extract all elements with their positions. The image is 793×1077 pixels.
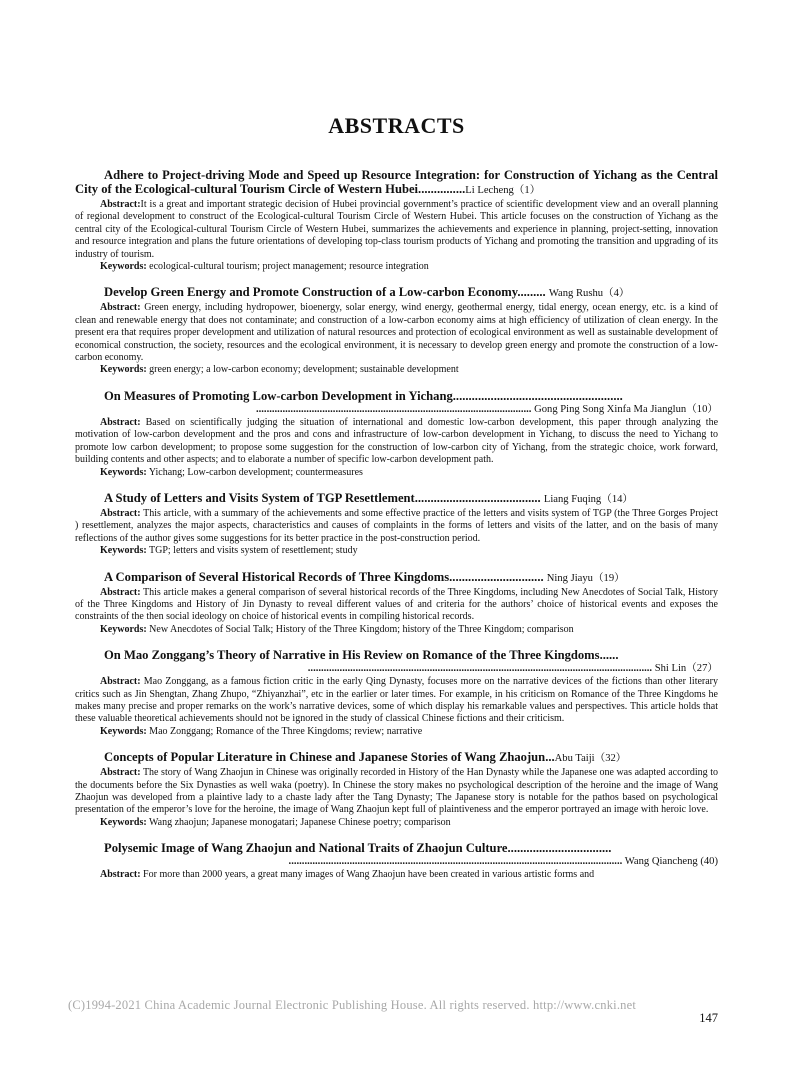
abstract-entry xyxy=(75,285,718,376)
entry-title: Develop Green Energy and Promote Construction of a Low-carbon Economy xyxy=(104,285,518,300)
keywords-line xyxy=(75,726,718,738)
abstract-body: Based on scientifically judging the situation of international and domestic low-carbon development, this paper through analyzing the motivation of low-carbon development and the pros and cons and infrastructure of low-carbon development in Yichang, to discuss the need to Yichang to promote low carbon development; to propose some suggestion for the construction of low-carbon city of Yichang, from the strategic choice, work forward, building contents and other aspects; and to elaborate a number of specific low-carbon development path. xyxy=(75,416,719,466)
abstract-text xyxy=(75,302,718,364)
keywords-label: Keywords: xyxy=(100,364,147,376)
keywords-line xyxy=(75,467,718,479)
entry-title: On Measures of Promoting Low-carbon Development in Yichang xyxy=(104,388,453,403)
leader-dots: ........................................ xyxy=(414,490,541,505)
abstract-label: Abstract: xyxy=(100,676,141,688)
abstract-entry xyxy=(75,750,718,829)
abstract-entry xyxy=(75,389,718,479)
page-number: 147 xyxy=(699,1011,718,1025)
copyright-watermark: (C)1994-2021 China Academic Journal Electronic Publishing House. All rights reserved. http://www.cnki.net xyxy=(68,998,637,1012)
leader-dots: ......... xyxy=(517,285,546,300)
abstract-text xyxy=(75,199,718,261)
keywords-line xyxy=(75,624,718,636)
abstract-body: It is a great and important strategic decision of Hubei provincial government’s practice of scientific development view and an overall planning of regional development to construct of the Ecological-cultural Tourism Circle of Western Hubei. This article focuses on the construction of Yichang as the central city of the Ecological-cultural Tourism Circle of Western Hubei, summarizes the achievements and experience in planning, project-setting, innovation and resource integration and plans the future orientations of developing top-class tourism products of Yichang and promoting the transition and upgrading of its industry of tourism. xyxy=(75,199,718,260)
abstract-body: Mao Zonggang, as a famous fiction critic in the early Qing Dynasty, focuses more on the narrative devices of the fictions than other literary critics such as Jin Shengtan, Zhang Zhupo, “Zhiyanzhai”, etc in the earlier or later times. For example, in his criticism on Romance of the Three Kingdoms he makes many precise and proper remarks on the work’s narrative devices, some of which display his remarkable values and perspectives. This article holds that these valuable theoretical achievements should not be ignored in the study of classical Chinese fictions and their criticism. xyxy=(75,676,719,725)
abstract-body: Green energy, including hydropower, bioenergy, solar energy, wind energy, geothermal energy, tidal energy, ocean energy, etc. is a kind of clean and renewable energy that does not contaminate; and construction of a low-carbon economy aims at high efficiency of utilization of clean energy. In the present era that requires proper development and utilization of natural resources and protection of ecological environment as well as sustainable development of economical construction, the society, resources and the ecological environment, it is necessary to develop green energy and promote the construction of a low-carbon economy. xyxy=(75,302,719,364)
entry-title-line xyxy=(75,648,718,662)
page-title: ABSTRACTS xyxy=(328,113,465,138)
entry-title-line xyxy=(75,285,718,301)
abstract-label: Abstract: xyxy=(100,416,141,428)
keywords-label: Keywords: xyxy=(100,261,147,273)
abstract-label: Abstract: xyxy=(100,767,141,779)
entry-title-line xyxy=(75,491,718,507)
abstract-entry xyxy=(75,570,718,637)
keywords-line xyxy=(75,261,718,273)
abstract-body: The story of Wang Zhaojun in Chinese was originally recorded in History of the Han Dynasty while the Japanese one was adapted according to the documents before the Six Dynasties as well waka (poetry). In Chinese the story makes no psychological description of the heroine and the image of Wang Zhaojun was developed from a plaintive lady to a chaste lady after the Tang Dynasty; The Japanese story is notable for the pathos based on psychological presentation of the emperor’s love for the heroine, the image of Wang Zhaojun kept full of plaintiveness and the emperor portrayed an image with heroic love. xyxy=(75,767,718,816)
abstract-entry xyxy=(75,491,718,558)
leader-dots: ................................. xyxy=(507,841,612,856)
entry-title: Concepts of Popular Literature in Chinese and Japanese Stories of Wang Zhaojun xyxy=(104,750,546,765)
entry-author-line xyxy=(75,855,718,868)
keywords-label: Keywords: xyxy=(100,816,147,828)
abstract-body: This article, with a summary of the achievements and some effective practice of the letters and visits system of TGP (the Three Gorges Project ) resettlement, analyzes the major aspects, characteristics and causes of complaints in the forms of letters and visits of the latter, and on the basis of many reflections of the author gives some suggestions for its better practice in the post-construction period. xyxy=(75,507,718,544)
leader-dots: ............... xyxy=(418,182,466,196)
entry-author: Wang Rushu（4） xyxy=(548,288,630,300)
abstract-label: Abstract: xyxy=(100,507,141,519)
abstract-label: Abstract: xyxy=(100,586,141,598)
entry-title-line xyxy=(75,168,718,198)
keywords-line xyxy=(75,817,718,829)
entry-title-line xyxy=(75,750,718,766)
leader-dots: ........................................................................................................ xyxy=(255,403,532,415)
abstracts-list xyxy=(75,168,718,894)
abstract-label: Abstract: xyxy=(100,199,141,210)
entry-author: Wang Qiancheng (40) xyxy=(624,856,718,868)
entry-author: Ning Jiayu（19） xyxy=(546,572,625,584)
leader-dots: ...................................................... xyxy=(452,388,623,403)
leader-dots: .................................................................................................................................. xyxy=(307,663,653,675)
keywords-label: Keywords: xyxy=(100,466,147,478)
leader-dots: ... xyxy=(545,750,555,765)
leader-dots: ...... xyxy=(599,648,619,663)
abstract-entry xyxy=(75,168,718,273)
leader-dots: .............................. xyxy=(449,569,544,584)
entry-author: Li Lecheng（1） xyxy=(465,185,541,196)
abstract-entry xyxy=(75,648,718,738)
entry-author-line xyxy=(75,662,718,675)
keywords-text: TGP; letters and visits system of resettlement; study xyxy=(149,545,358,557)
keywords-label: Keywords: xyxy=(100,545,147,557)
keywords-line xyxy=(75,364,718,376)
abstract-text xyxy=(75,767,718,817)
entry-title: A Study of Letters and Visits System of TGP Resettlement xyxy=(104,490,415,505)
entry-author: Liang Fuqing（14） xyxy=(543,493,634,505)
abstract-label: Abstract: xyxy=(100,302,141,314)
abstract-body: For more than 2000 years, a great many images of Wang Zhaojun have been created in various artistic forms and xyxy=(143,869,595,881)
entry-author-line xyxy=(75,403,718,416)
entry-author: Gong Ping Song Xinfa Ma Jianglun（10） xyxy=(534,403,718,415)
entry-title: A Comparison of Several Historical Records of Three Kingdoms xyxy=(104,569,450,584)
abstract-text xyxy=(75,587,718,624)
keywords-text: ecological-cultural tourism; project management; resource integration xyxy=(149,261,429,273)
keywords-text: Yichang; Low-carbon development; countermeasures xyxy=(148,466,363,478)
entry-title: On Mao Zonggang’s Theory of Narrative in His Review on Romance of the Three Kingdoms xyxy=(104,648,600,663)
keywords-text: green energy; a low-carbon economy; development; sustainable development xyxy=(149,364,459,376)
abstract-label: Abstract: xyxy=(100,869,141,881)
leader-dots: .............................................................................................................................. xyxy=(288,856,623,868)
entry-title: Polysemic Image of Wang Zhaojun and National Traits of Zhaojun Culture xyxy=(104,841,508,856)
abstract-text xyxy=(75,676,718,726)
entry-author: Abu Taiji（32） xyxy=(554,753,627,765)
entry-title-line xyxy=(75,841,718,855)
abstract-text xyxy=(75,417,718,467)
abstract-text xyxy=(75,869,718,882)
keywords-text: Mao Zonggang; Romance of the Three Kingdoms; review; narrative xyxy=(149,725,423,737)
entry-title: Adhere to Project-driving Mode and Speed up Resource Integration: for Construction of Yichang as the Central City of the Ecological-cultural Tourism Circle of Western Hubei xyxy=(75,168,718,196)
entry-author: Shi Lin（27） xyxy=(654,663,718,675)
abstract-body: This article makes a general comparison of several historical records of the Three Kingdoms, including New Anecdotes of Social Talk, History of the Three Kingdoms and History of Jin Dynasty to reveal different values of and criteria for the authors’ choice of historical events and exposes the constraints of the then social ideology on choice of historical events in compiling historical records. xyxy=(75,586,718,623)
keywords-label: Keywords: xyxy=(100,623,147,635)
keywords-line xyxy=(75,545,718,557)
entry-title-line xyxy=(75,389,718,403)
keywords-text: New Anecdotes of Social Talk; History of the Three Kingdom; history of the Three Kingdom; comparison xyxy=(149,623,574,635)
keywords-label: Keywords: xyxy=(100,725,147,737)
abstract-entry xyxy=(75,841,718,882)
abstract-text xyxy=(75,508,718,545)
entry-title-line xyxy=(75,570,718,586)
keywords-text: Wang zhaojun; Japanese monogatari; Japanese Chinese poetry; comparison xyxy=(149,816,451,828)
